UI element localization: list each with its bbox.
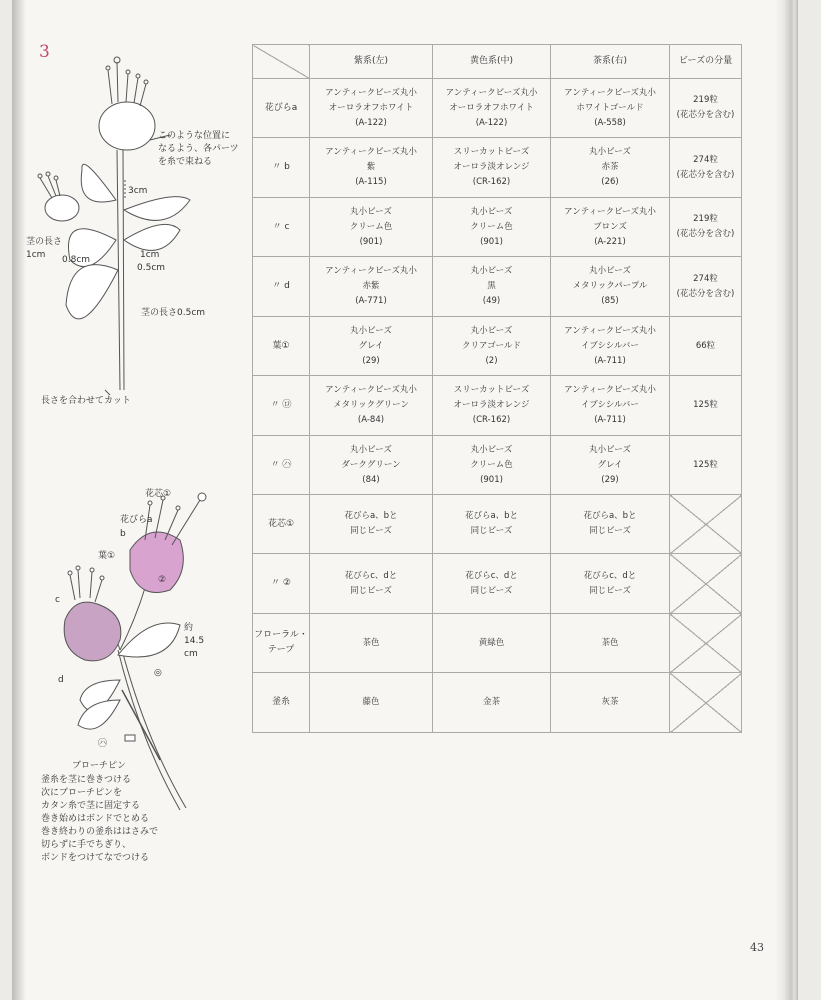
bead-cell-line: 黄緑色 xyxy=(478,637,505,648)
label-approx-length xyxy=(184,622,204,661)
row-label: 〃 ② xyxy=(253,554,310,614)
bead-amount-cell xyxy=(670,138,742,198)
bead-cell-line: オーロラオフホワイト xyxy=(449,102,534,113)
row-label: 花芯① xyxy=(253,495,310,554)
instruction-line: カタン糸で茎に固定する xyxy=(41,801,141,811)
bead-cell-line: アンティークビーズ丸小 xyxy=(325,147,417,157)
bead-cell xyxy=(433,614,551,673)
bead-cell-line: 赤紫 xyxy=(362,281,380,291)
bead-cell xyxy=(551,317,670,376)
top-assembly-diagram xyxy=(38,57,190,395)
bead-amount-line: (花芯分を含む) xyxy=(676,169,735,180)
bead-cell-line: アンティークビーズ丸小 xyxy=(325,266,417,276)
bead-cell-line: 紫 xyxy=(366,162,376,172)
bead-cell-line: 丸小ビーズ xyxy=(470,444,513,455)
bead-cell-line: (84) xyxy=(362,474,380,485)
bead-cell xyxy=(310,495,433,554)
assembly-note xyxy=(158,130,239,169)
column-header: 紫系(左) xyxy=(310,45,433,79)
bead-cell xyxy=(310,436,433,495)
bead-amount-cell xyxy=(670,317,742,376)
bead-cell-line: 丸小ビーズ xyxy=(589,444,631,455)
bead-cell-line: 灰茶 xyxy=(601,697,619,707)
bead-amount-line: 66粒 xyxy=(695,340,716,351)
table-row xyxy=(253,138,742,198)
bead-cell xyxy=(551,257,670,317)
empty-amount-cell xyxy=(670,673,742,733)
bead-cell xyxy=(310,554,433,614)
bead-cell xyxy=(433,317,551,376)
stem-length-left-line: 1cm xyxy=(26,250,46,260)
bead-cell-line: グレイ xyxy=(358,340,384,351)
bead-amount-cell xyxy=(670,79,742,138)
bead-cell-line: 丸小ビーズ xyxy=(470,206,513,217)
label-d: d xyxy=(58,675,64,685)
bead-cell-line: 花びらc、dと xyxy=(583,570,637,581)
label-hanabira-a: 花びらa xyxy=(120,515,153,525)
bead-amount-line: (花芯分を含む) xyxy=(676,229,735,239)
assembly-note-line: を糸で束ねる xyxy=(158,157,213,167)
bead-cell-line: オーロラ淡オレンジ xyxy=(453,162,530,172)
empty-amount-cell xyxy=(670,614,742,673)
bead-cell-line: 花びらa、bと xyxy=(464,511,519,521)
bead-amount-line: 274粒 xyxy=(693,154,718,165)
bead-cell-line: (29) xyxy=(601,474,619,485)
brooch-pin-label: ブローチピン xyxy=(72,761,127,771)
instruction-line: 釜糸を茎に巻きつける xyxy=(41,775,132,785)
label-kashin-2: ② xyxy=(158,575,167,585)
bead-cell xyxy=(551,554,670,614)
bead-cell-line: (A-84) xyxy=(357,415,385,425)
empty-amount-cell xyxy=(670,554,742,614)
row-label: 〃 d xyxy=(253,257,310,317)
bead-cell-line: (A-711) xyxy=(594,415,626,425)
bead-cell-line: アンティークビーズ丸小 xyxy=(445,87,538,98)
table-row xyxy=(253,376,742,436)
instruction-line: 巻き始めはボンドでとめる xyxy=(41,814,150,824)
bead-cell xyxy=(310,673,433,733)
table-row xyxy=(253,198,742,257)
bead-cell xyxy=(433,554,551,614)
table-header-row xyxy=(253,45,742,79)
bead-cell-line: 花びらa、bと xyxy=(344,511,398,521)
bead-cell-line: (A-122) xyxy=(355,117,387,128)
assembly-note-line: なるよう、各パーツ xyxy=(158,144,239,154)
bead-cell xyxy=(551,614,670,673)
instruction-line: 次にブローチピンを xyxy=(41,788,123,798)
bead-amount-line: 274粒 xyxy=(693,273,718,284)
label-ro: ◎ xyxy=(154,668,162,678)
bead-cell-line: 茶色 xyxy=(601,637,619,648)
table-row xyxy=(253,673,742,733)
bead-cell xyxy=(433,257,551,317)
bead-cell xyxy=(551,376,670,436)
bead-amount-line: 219粒 xyxy=(693,214,718,224)
bead-cell-line: (A-771) xyxy=(355,296,387,306)
bead-cell-line: 花びらc、dと xyxy=(465,570,518,581)
label-leaf-i: 葉① xyxy=(98,551,116,561)
stem-length-left-label xyxy=(26,236,62,262)
table-row xyxy=(253,614,742,673)
instruction-line: 切らずに手でちぎり、 xyxy=(41,840,132,850)
table-row xyxy=(253,554,742,614)
bead-cell xyxy=(433,79,551,138)
bead-cell xyxy=(433,673,551,733)
instruction-line: 巻き終わりの釜糸ははさみで xyxy=(41,827,159,837)
brooch-instructions xyxy=(41,774,158,865)
bead-amount-cell xyxy=(670,436,742,495)
instruction-line: ボンドをつけてなでつける xyxy=(41,853,150,863)
bead-cell-line: メタリックグリーン xyxy=(333,400,409,410)
bead-cell-line: 丸小ビーズ xyxy=(350,206,392,217)
stem-length-right-label: 茎の長さ0.5cm xyxy=(141,308,206,318)
bead-cell-line: (2) xyxy=(485,355,498,366)
bead-cell-line: 藤色 xyxy=(362,697,380,707)
bead-cell-line: (49) xyxy=(482,296,501,306)
column-header: 黄色系(中) xyxy=(433,45,551,79)
bead-cell-line: ダークグリーン xyxy=(341,459,401,470)
bead-cell xyxy=(310,376,433,436)
bead-cell-line: ホワイトゴールド xyxy=(576,102,644,113)
bead-cell xyxy=(551,198,670,257)
bead-cell-line: 花びらa、bと xyxy=(583,511,637,521)
bead-cell xyxy=(310,614,433,673)
bead-amount-line: 125粒 xyxy=(693,400,718,410)
bead-cell-line: (CR-162) xyxy=(472,177,511,187)
bead-cell xyxy=(433,376,551,436)
dimension-3cm: 3cm xyxy=(128,186,148,196)
table-row xyxy=(253,79,742,138)
dimension-1cm: 1cm xyxy=(140,250,160,260)
row-label: 〃 ㋺ xyxy=(253,376,310,436)
bead-cell-line: (29) xyxy=(362,355,380,366)
bead-cell-line: 金茶 xyxy=(482,697,500,707)
bead-cell-line: (A-115) xyxy=(355,177,387,187)
bead-cell-line: メタリックパープル xyxy=(572,281,648,291)
bead-cell xyxy=(310,79,433,138)
bead-cell-line: (A-221) xyxy=(594,236,626,247)
bead-cell-line: オーロラオフホワイト xyxy=(328,102,414,113)
row-label: 〃 ㋩ xyxy=(253,436,310,495)
table-row xyxy=(253,317,742,376)
bead-cell-line: 丸小ビーズ xyxy=(589,266,631,276)
bead-cell xyxy=(551,436,670,495)
bead-cell-line: (901) xyxy=(359,236,383,247)
bead-cell xyxy=(551,138,670,198)
bead-amount-cell xyxy=(670,376,742,436)
dimension-0-5cm: 0.5cm xyxy=(137,263,166,273)
bead-cell-line: 茶色 xyxy=(362,637,380,648)
label-c: c xyxy=(55,595,60,605)
bead-amount-line: 125粒 xyxy=(693,459,718,470)
table-corner-cell xyxy=(253,45,310,79)
bead-cell-line: 同じビーズ xyxy=(470,585,513,596)
label-kashin-1: 花芯① xyxy=(145,489,172,499)
empty-amount-cell xyxy=(670,495,742,554)
assembly-note-line: このような位置に xyxy=(158,131,231,141)
bead-cell-line: グレイ xyxy=(597,459,623,470)
bead-cell-line: 同じビーズ xyxy=(470,526,513,536)
row-label: 〃 c xyxy=(253,198,310,257)
row-label: 花びらa xyxy=(253,79,310,138)
bead-cell-line: ブロンズ xyxy=(593,221,627,232)
page-number: 43 xyxy=(750,941,764,954)
bead-table xyxy=(252,44,742,733)
table-row xyxy=(253,495,742,554)
bead-cell xyxy=(433,495,551,554)
bead-cell-line: 同じビーズ xyxy=(589,526,631,536)
bead-cell-line: (26) xyxy=(601,177,619,187)
bead-cell xyxy=(433,138,551,198)
bead-cell-line: 丸小ビーズ xyxy=(470,325,513,336)
bead-cell-line: (85) xyxy=(601,296,619,306)
bead-cell-line: 丸小ビーズ xyxy=(589,147,631,157)
table-row xyxy=(253,436,742,495)
bead-cell-line: アンティークビーズ丸小 xyxy=(564,385,656,395)
row-label: フローラル・テープ xyxy=(253,614,310,673)
bead-cell-line: クリーム色 xyxy=(470,459,513,470)
bead-cell-line: (CR-162) xyxy=(472,415,511,425)
bead-cell-line: オーロラ淡オレンジ xyxy=(453,400,530,410)
bead-cell-line: クリーム色 xyxy=(349,221,393,232)
bead-amount-cell xyxy=(670,257,742,317)
column-header: ビーズの分量 xyxy=(670,45,742,79)
bead-cell-line: イブシシルバー xyxy=(581,400,639,410)
bead-cell-line: (901) xyxy=(480,474,503,485)
bead-cell-line: クリアゴールド xyxy=(462,340,521,351)
bead-cell-line: 丸小ビーズ xyxy=(470,266,513,276)
bead-cell-line: (A-711) xyxy=(594,355,626,366)
bead-cell xyxy=(310,317,433,376)
bead-amount-cell xyxy=(670,198,742,257)
bead-cell-line: 同じビーズ xyxy=(589,585,631,596)
bead-amount-line: (花芯分を含む) xyxy=(676,110,735,120)
stem-length-left-line: 茎の長さ xyxy=(26,237,63,247)
dimension-0-8cm: 0.8cm xyxy=(62,255,91,265)
bead-cell-line: アンティークビーズ丸小 xyxy=(325,385,417,395)
label-ha: ㋩ xyxy=(98,739,108,749)
cut-note: 長さを合わせてカット xyxy=(41,396,131,406)
bead-cell-line: (A-558) xyxy=(594,117,626,128)
section-number: 3 xyxy=(39,42,50,62)
label-approx-line: cm xyxy=(184,649,198,659)
table-body xyxy=(253,79,742,733)
bead-cell-line: イブシシルバー xyxy=(581,340,639,351)
bead-cell-line: アンティークビーズ丸小 xyxy=(325,87,417,98)
bead-cell xyxy=(433,436,551,495)
bead-cell xyxy=(551,673,670,733)
bead-cell-line: スリーカットビーズ xyxy=(453,147,530,157)
bead-amount-line: 219粒 xyxy=(693,95,718,105)
bead-cell-line: クリーム色 xyxy=(470,221,513,232)
bead-cell-line: 同じビーズ xyxy=(350,526,392,536)
row-label: 葉① xyxy=(253,317,310,376)
bead-cell-line: (A-122) xyxy=(475,117,508,128)
bead-cell-line: (901) xyxy=(480,236,503,247)
column-header: 茶系(右) xyxy=(551,45,670,79)
bead-cell-line: 赤茶 xyxy=(601,162,619,172)
bead-cell xyxy=(433,198,551,257)
bead-cell-line: アンティークビーズ丸小 xyxy=(564,87,656,98)
bead-cell-line: 丸小ビーズ xyxy=(350,444,392,455)
label-b: b xyxy=(120,529,126,539)
bead-amount-line: (花芯分を含む) xyxy=(676,288,735,299)
bead-cell xyxy=(551,79,670,138)
bead-cell-line: 花びらc、dと xyxy=(344,570,398,581)
bead-cell-line: 丸小ビーズ xyxy=(350,325,392,336)
bead-cell xyxy=(310,257,433,317)
bead-cell-line: アンティークビーズ丸小 xyxy=(564,325,656,336)
bead-cell xyxy=(551,495,670,554)
bead-cell-line: 黒 xyxy=(487,281,496,291)
row-label: 〃 b xyxy=(253,138,310,198)
bead-cell xyxy=(310,198,433,257)
table-row xyxy=(253,257,742,317)
bead-cell-line: スリーカットビーズ xyxy=(453,385,530,395)
bead-cell xyxy=(310,138,433,198)
bead-cell-line: アンティークビーズ丸小 xyxy=(564,206,656,217)
row-label: 釜糸 xyxy=(253,673,310,733)
bead-cell-line: 同じビーズ xyxy=(350,585,392,596)
label-approx-line: 14.5 xyxy=(184,636,205,646)
label-approx-line: 約 xyxy=(184,623,194,633)
